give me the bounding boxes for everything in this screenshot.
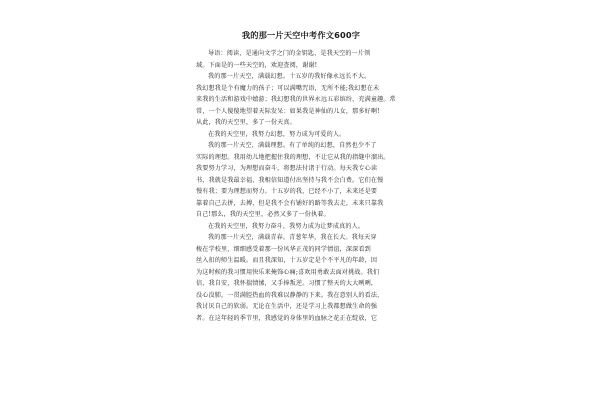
text-line: 在我的天空里，我努力幻想，努力成为可爱的人。 — [208, 130, 346, 138]
text-line: 实际的理想。我用幼儿地把握住我的理想，不让它从我的指缝中溜出。 — [196, 153, 390, 161]
text-line: 书，我就是我最幸福，我相信知道付出坚持与我不会白费。它们在慢 — [196, 176, 384, 184]
text-line: 在我的天空里，我努力奋斗，我努力成为让梦成真的人。 — [208, 222, 365, 230]
text-line: 梭在学校里，细细感受着那一份风华正茂的同学情谊，深深看到 — [196, 245, 371, 253]
text-line: 我要努力学习，为理想而奋斗，将想法付诸于行动。每天我专心读 — [196, 165, 378, 172]
text-line: 我的那一片天空，满载青春。青葱年华，我在长大。我每天穿 — [208, 234, 377, 241]
text-line: 域。下面是的一些天空的，欢迎查阅，谢谢! — [196, 61, 318, 69]
text-line: 没心没肺，一贯满腔热血的我难以静静的下来。我在意别人的看法， — [196, 291, 384, 299]
text-line: 信，我自安，我怀揣情愫，又手捧叛逆。习惯了整天的大大咧咧， — [196, 280, 378, 287]
text-line: 丝入扣的师生温暖。而且我深知，十五岁定是个不平凡的年龄，因 — [196, 257, 378, 264]
text-line: 导语：阅读，是通向文学之门的金钥匙，是我天空的一片领 — [208, 50, 371, 57]
text-line: 靠着自己去拼，去搏，但是我不会有铺好的路等我去走，未来只靠我 — [196, 199, 384, 207]
text-line: 我的那一片天空，满载幻想。十五岁的我好像永远长不大。 — [208, 73, 371, 80]
article-title: 我的那一片天空中考作文600字 — [241, 30, 361, 40]
article — [196, 30, 406, 324]
text-line: 者。在这年轻的季节里，我感觉的身体里的血脉之花正在绽放，它 — [196, 314, 378, 322]
text-line: 为这时候的我习惯用快乐来掩饰心痛;喜欢用勇敢去面对挑战。我们 — [196, 268, 380, 276]
text-line: 我讨厌自己的软弱。无论在生活中，还是学习上我都想做生命的强 — [196, 303, 378, 310]
text-line: 从此，我的天空里，多了一份天真。 — [196, 119, 296, 126]
text-line: 我的那一片天空，满载理想。有了单纯的幻想，自然也少不了 — [208, 142, 377, 149]
text-line: 慢有我；要为理想而努力。十五岁的我，已经不小了，未来还是要 — [196, 188, 378, 195]
text-line: 我幻想我是个有魔力的孩子；可以满嘴咒语，无所不能;我幻想在未 — [196, 84, 380, 92]
article-body — [196, 48, 406, 324]
text-line: 自己!那么，我的天空里，必然又多了一份执着。 — [196, 211, 330, 218]
text-line: 来我的生活和游戏中嬉游；我幻想我的世界永远五彩缤纷，充满童趣。常 — [196, 96, 396, 103]
text-line: 常，一个人傻傻地望着天际发呆：如果我是神仙的儿女，那多好啊! — [196, 107, 380, 115]
